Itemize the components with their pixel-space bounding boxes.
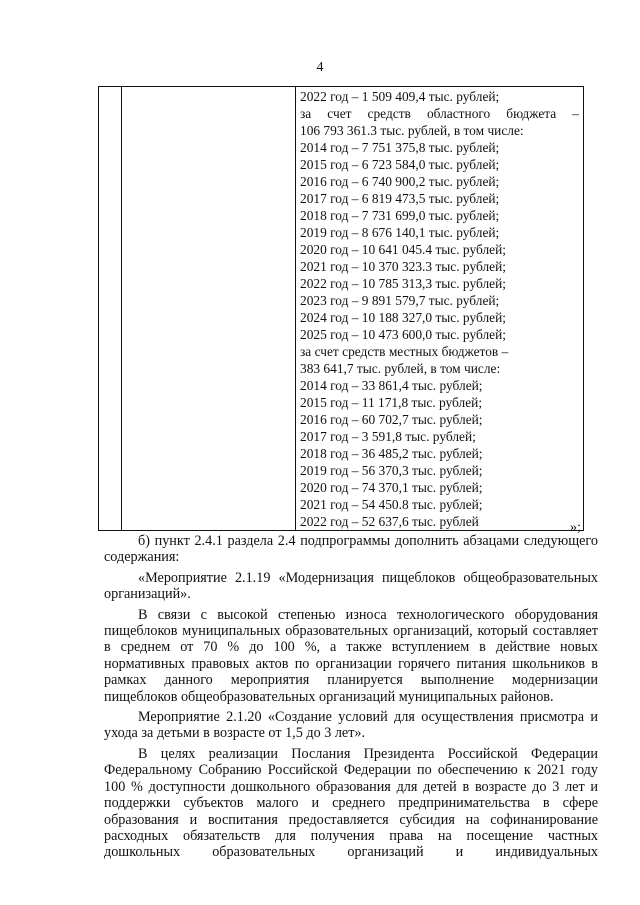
funding-line: 2018 год – 36 485,2 тыс. рублей; (300, 446, 483, 461)
funding-line: 2022 год – 1 509 409,4 тыс. рублей; (300, 89, 500, 104)
funding-line: 2018 год – 7 731 699,0 тыс. рублей; (300, 208, 500, 223)
funding-line: 2017 год – 3 591,8 тыс. рублей; (300, 429, 476, 444)
funding-line: 2021 год – 10 370 323.3 тыс. рублей; (300, 259, 506, 274)
paragraph-amendment: б) пункт 2.4.1 раздела 2.4 подпрограммы дополнить абзацами следующего содержания: (104, 533, 598, 566)
funding-line: 2015 год – 11 171,8 тыс. рублей; (300, 395, 483, 410)
funding-line: 2019 год – 56 370,3 тыс. рублей; (300, 463, 483, 478)
funding-line: 383 641,7 тыс. рублей, в том числе: (300, 361, 501, 376)
table-cell-funding (296, 87, 584, 531)
word: за (300, 106, 312, 121)
funding-line: 2016 год – 60 702,7 тыс. рублей; (300, 412, 483, 427)
funding-line: 2014 год – 7 751 375,8 тыс. рублей; (300, 140, 500, 155)
word: средств (367, 106, 411, 121)
closing-quote: »; (570, 520, 581, 535)
funding-line: 2022 год – 52 637,6 тыс. рублей (300, 514, 479, 529)
table-cell-label (122, 87, 296, 531)
funding-line: 2022 год – 10 785 313,3 тыс. рублей; (300, 276, 506, 291)
table-cell-number (99, 87, 122, 531)
funding-line: 106 793 361.3 тыс. рублей, в том числе: (300, 123, 524, 138)
word: счет (327, 106, 352, 121)
funding-line: за счет средств местных бюджетов – (300, 344, 509, 359)
funding-line: 2014 год – 33 861,4 тыс. рублей; (300, 378, 483, 393)
paragraph-modernization: В связи с высокой степенью износа технологического оборудования пищеблоков муниципальных образовательных организаций, который составляет в среднем от 70 % до 100 %, а также вступлением в действие новых нормативных правовых актов по организации горячего питания школьников в рамках данного мероприятия планируется выполнение модернизации пищеблоков общеобразовательных организаций муниципальных районов. (104, 606, 598, 705)
paragraph-measure-2-1-20: Мероприятие 2.1.20 «Создание условий для осуществления присмотра и ухода за детьми в возрасте от 1,5 до 3 лет». (104, 709, 598, 742)
funding-line: 2023 год – 9 891 579,7 тыс. рублей; (300, 293, 500, 308)
table-row (99, 87, 584, 531)
paragraph-presidential-address: В целях реализации Послания Президента Российской Федерации Федеральному Собранию Российской Федерации по обеспечению к 2021 году 100 % доступности дошкольного образования для детей в возрасте до 3 лет и поддержки субъектов малого и среднего предпринимательства в сфере образования и воспитания предоставляется субсидия на софинанирование расходных обязательств для получения права на посещение частных дошкольных образовательных организаций и индивидуальных (104, 745, 598, 861)
funding-line: 2020 год – 10 641 045.4 тыс. рублей; (300, 242, 506, 257)
funding-line: 2024 год – 10 188 327,0 тыс. рублей; (300, 310, 506, 325)
funding-line: 2025 год – 10 473 600,0 тыс. рублей; (300, 327, 506, 342)
funding-line: 2020 год – 74 370,1 тыс. рублей; (300, 480, 483, 495)
paragraph-measure-2-1-19: «Мероприятие 2.1.19 «Модернизация пищеблоков общеобразовательных организаций». (104, 569, 598, 603)
funding-line: 2021 год – 54 450.8 тыс. рублей; (300, 497, 483, 512)
funding-line: 2015 год – 6 723 584,0 тыс. рублей; (300, 157, 500, 172)
funding-line: 2016 год – 6 740 900,2 тыс. рублей; (300, 174, 500, 189)
funding-line: 2019 год – 8 676 140,1 тыс. рублей; (300, 225, 500, 240)
page-number: 4 (316, 60, 324, 75)
funding-line: 2017 год – 6 819 473,5 тыс. рублей; (300, 191, 500, 206)
word: – (572, 106, 579, 121)
funding-list (296, 87, 583, 530)
funding-line-regional-budget (300, 105, 579, 122)
program-table (98, 86, 584, 531)
word: областного (426, 106, 491, 121)
word: бюджета (506, 106, 557, 121)
body-text (104, 533, 598, 861)
